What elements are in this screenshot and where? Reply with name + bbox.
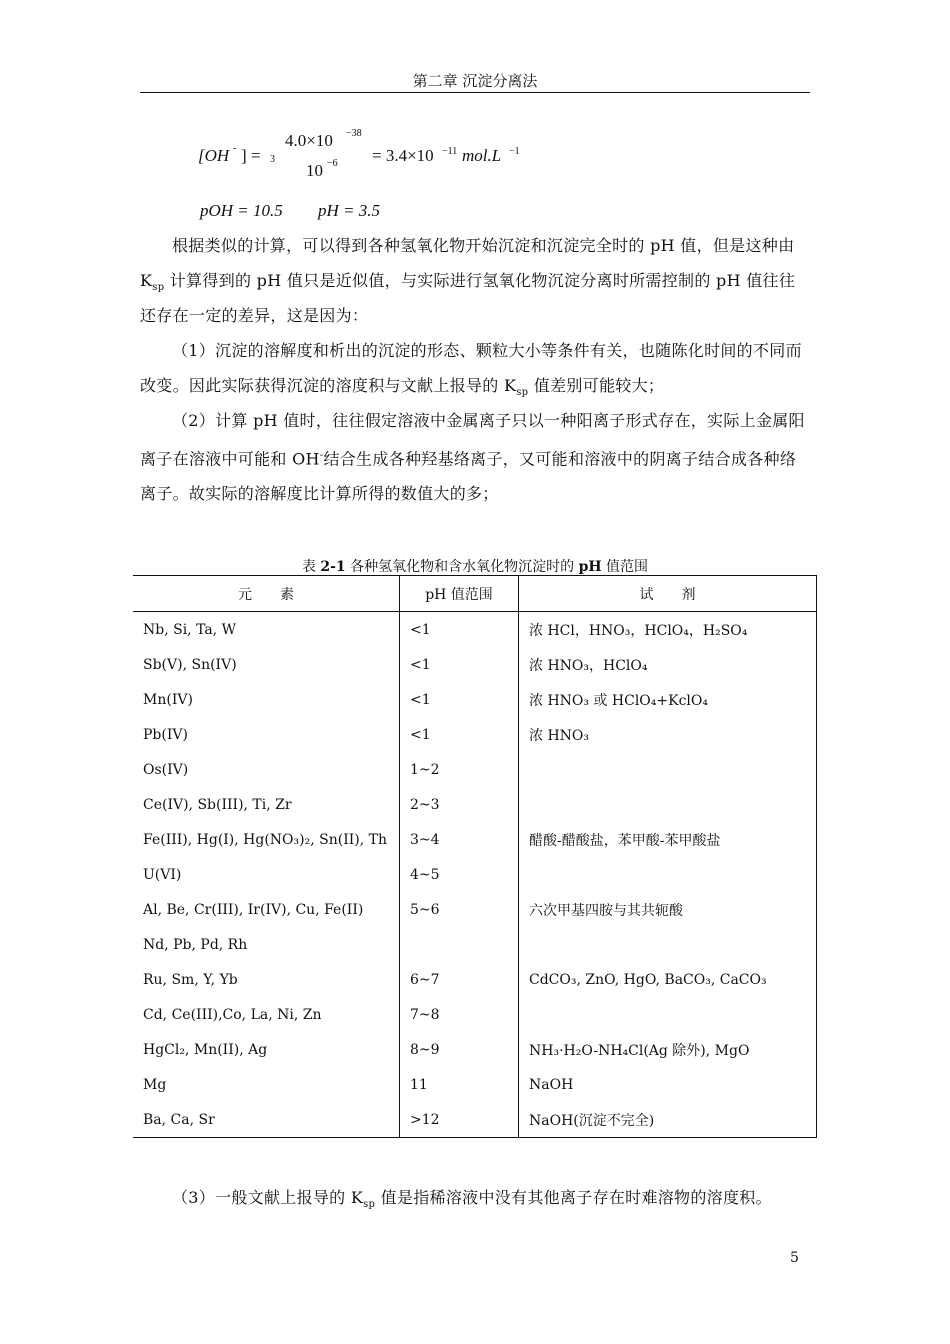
eq1-lhs-sup: - xyxy=(233,143,237,154)
cell-ph: 2~3 xyxy=(400,787,519,822)
cell-element: Fe(III), Hg(I), Hg(NO₃)₂, Sn(II), Th xyxy=(143,831,387,848)
cell-ph: <1 xyxy=(400,682,519,717)
cell-element: Os(IV) xyxy=(143,761,189,778)
cell-element: Mg xyxy=(143,1076,167,1093)
cell-ph: 5~6 xyxy=(400,892,519,927)
cell-reagent xyxy=(519,787,817,822)
cell-ph: <1 xyxy=(400,612,519,648)
eq1-lhs: [OH xyxy=(198,146,230,165)
cell-element: Nd, Pb, Pd, Rh xyxy=(143,936,248,953)
cell-ph: 11 xyxy=(400,1067,519,1102)
cell-reagent: NaOH xyxy=(519,1067,817,1102)
cell-reagent: NH₃·H₂O-NH₄Cl(Ag 除外), MgO xyxy=(519,1032,817,1067)
cell-element: HgCl₂, Mn(II), Ag xyxy=(143,1041,268,1058)
cell-ph: 7~8 xyxy=(400,997,519,1032)
table-row xyxy=(133,787,817,822)
cell-element: Ba, Ca, Sr xyxy=(133,1102,400,1138)
eq1-rhs: = 3.4×10 xyxy=(372,146,434,165)
ksp-subscript: sp xyxy=(363,1199,376,1210)
equation-ph: pH = 3.5 xyxy=(318,201,380,220)
table-row xyxy=(133,752,817,787)
cell-ph xyxy=(400,927,519,962)
table-row xyxy=(133,1102,817,1138)
table-caption: 表 2-1 各种氢氧化物和含水氧化物沉淀时的 pH 值范围 xyxy=(301,559,649,575)
table-row xyxy=(133,717,817,752)
cell-ph: 1~2 xyxy=(400,752,519,787)
table-row xyxy=(133,1067,817,1102)
paragraph-reason-1: （1）沉淀的溶解度和析出的沉淀的形态、颗粒大小等条件有关，也随陈化时间的不同而改变。因此实际获得沉淀的溶度积与文献上报导的 $K_{sp}$ 值差别可能较大； xyxy=(140,341,802,398)
table-row xyxy=(133,962,817,997)
col-header-reagent: 试 剂 xyxy=(519,576,817,612)
eq1-unit: mol.L xyxy=(462,146,502,165)
table-row xyxy=(133,997,817,1032)
eq1-denominator-exp: −6 xyxy=(327,158,338,169)
table-row xyxy=(133,927,817,962)
eq1-root-index: 3 xyxy=(270,154,275,165)
cell-reagent: 浓 HNO₃ 或 HClO₄+KclO₄ xyxy=(519,682,817,717)
eq1-rhs-exp: −11 xyxy=(442,146,458,157)
table-row xyxy=(133,857,817,892)
running-header: 第二章 沉淀分离法 xyxy=(412,72,538,90)
col-header-ph: pH 值范围 xyxy=(400,576,519,612)
cell-ph: <1 xyxy=(400,717,519,752)
cell-element: Ce(IV), Sb(III), Ti, Zr xyxy=(143,796,292,813)
cell-element: Sb(V), Sn(IV) xyxy=(143,656,237,673)
table-row xyxy=(133,822,817,857)
table-row xyxy=(133,1032,817,1067)
table-row xyxy=(133,647,817,682)
ksp-subscript: sp xyxy=(516,387,529,398)
cell-reagent xyxy=(519,997,817,1032)
eq1-numerator: 4.0×10 xyxy=(285,131,333,150)
cell-reagent xyxy=(519,857,817,892)
hydroxide-ph-table xyxy=(133,575,817,1138)
cell-ph: 3~4 xyxy=(400,822,519,857)
table-row xyxy=(133,612,817,648)
cell-ph: >12 xyxy=(400,1102,519,1138)
cell-element: U(VI) xyxy=(143,866,182,883)
cell-reagent: NaOH(沉淀不完全) xyxy=(519,1102,817,1138)
cell-ph: 4~5 xyxy=(400,857,519,892)
cell-reagent: 浓 HNO₃，HClO₄ xyxy=(519,647,817,682)
cell-element: Al, Be, Cr(III), Ir(IV), Cu, Fe(II) xyxy=(143,901,364,918)
cell-reagent xyxy=(519,752,817,787)
oh-superscript: - xyxy=(319,450,324,461)
paragraph-reason-2: （2）计算 pH 值时，往往假定溶液中金属离子只以一种阳离子形式存在，实际上金属阳离子在溶液中可能和 OH-结合生成各种羟基络离子，又可能和溶液中的阴离子结合成各种络离子。故实际的溶解度比计算所得的数值大的多； xyxy=(140,411,805,504)
ksp-subscript: sp xyxy=(152,282,165,293)
cell-reagent xyxy=(519,927,817,962)
table-row xyxy=(133,892,817,927)
cell-reagent: 醋酸-醋酸盐，苯甲酸-苯甲酸盐 xyxy=(519,822,817,857)
cell-element: Pb(IV) xyxy=(143,726,188,743)
cell-element: Cd, Ce(III),Co, La, Ni, Zn xyxy=(143,1006,322,1023)
eq1-denominator: 10 xyxy=(306,161,323,180)
paragraph-reason-3: （3）一般文献上报导的 $K_{sp}$ 值是指稀溶液中没有其他离子存在时难溶物的溶度积。 xyxy=(172,1188,772,1210)
cell-reagent: CdCO₃, ZnO, HgO, BaCO₃, CaCO₃ xyxy=(519,962,817,997)
cell-element: Ru, Sm, Y, Yb xyxy=(143,971,238,988)
cell-element: Mn(IV) xyxy=(143,691,193,708)
eq1-numerator-exp: −38 xyxy=(346,128,362,139)
eq1-unit-exp: −1 xyxy=(509,146,520,157)
table-row xyxy=(133,682,817,717)
page-number: 5 xyxy=(790,1250,799,1266)
cell-ph: 6~7 xyxy=(400,962,519,997)
eq1-lhs-close: ] = xyxy=(241,146,261,165)
equation-oh-concentration xyxy=(0,0,950,200)
cell-element: Nb, Si, Ta, W xyxy=(143,621,236,638)
cell-reagent: 六次甲基四胺与其共轭酸 xyxy=(519,892,817,927)
cell-reagent: 浓 HNO₃ xyxy=(519,717,817,752)
cell-ph: 8~9 xyxy=(400,1032,519,1067)
col-header-element: 元 素 xyxy=(133,576,400,612)
paragraph-intro: 根据类似的计算，可以得到各种氢氧化物开始沉淀和沉淀完全时的 pH 值，但是这种由 $K_{sp}$ 计算得到的 pH 值只是近似值，与实际进行氢氧化物沉淀分离时所需控制的 pH 值往往还存在一定的差异，这是因为： xyxy=(140,236,796,325)
cell-ph: <1 xyxy=(400,647,519,682)
cell-reagent: 浓 HCl，HNO₃，HClO₄，H₂SO₄ xyxy=(519,612,817,648)
equation-poh: pOH = 10.5 xyxy=(200,201,283,220)
table-header-row xyxy=(133,576,817,612)
